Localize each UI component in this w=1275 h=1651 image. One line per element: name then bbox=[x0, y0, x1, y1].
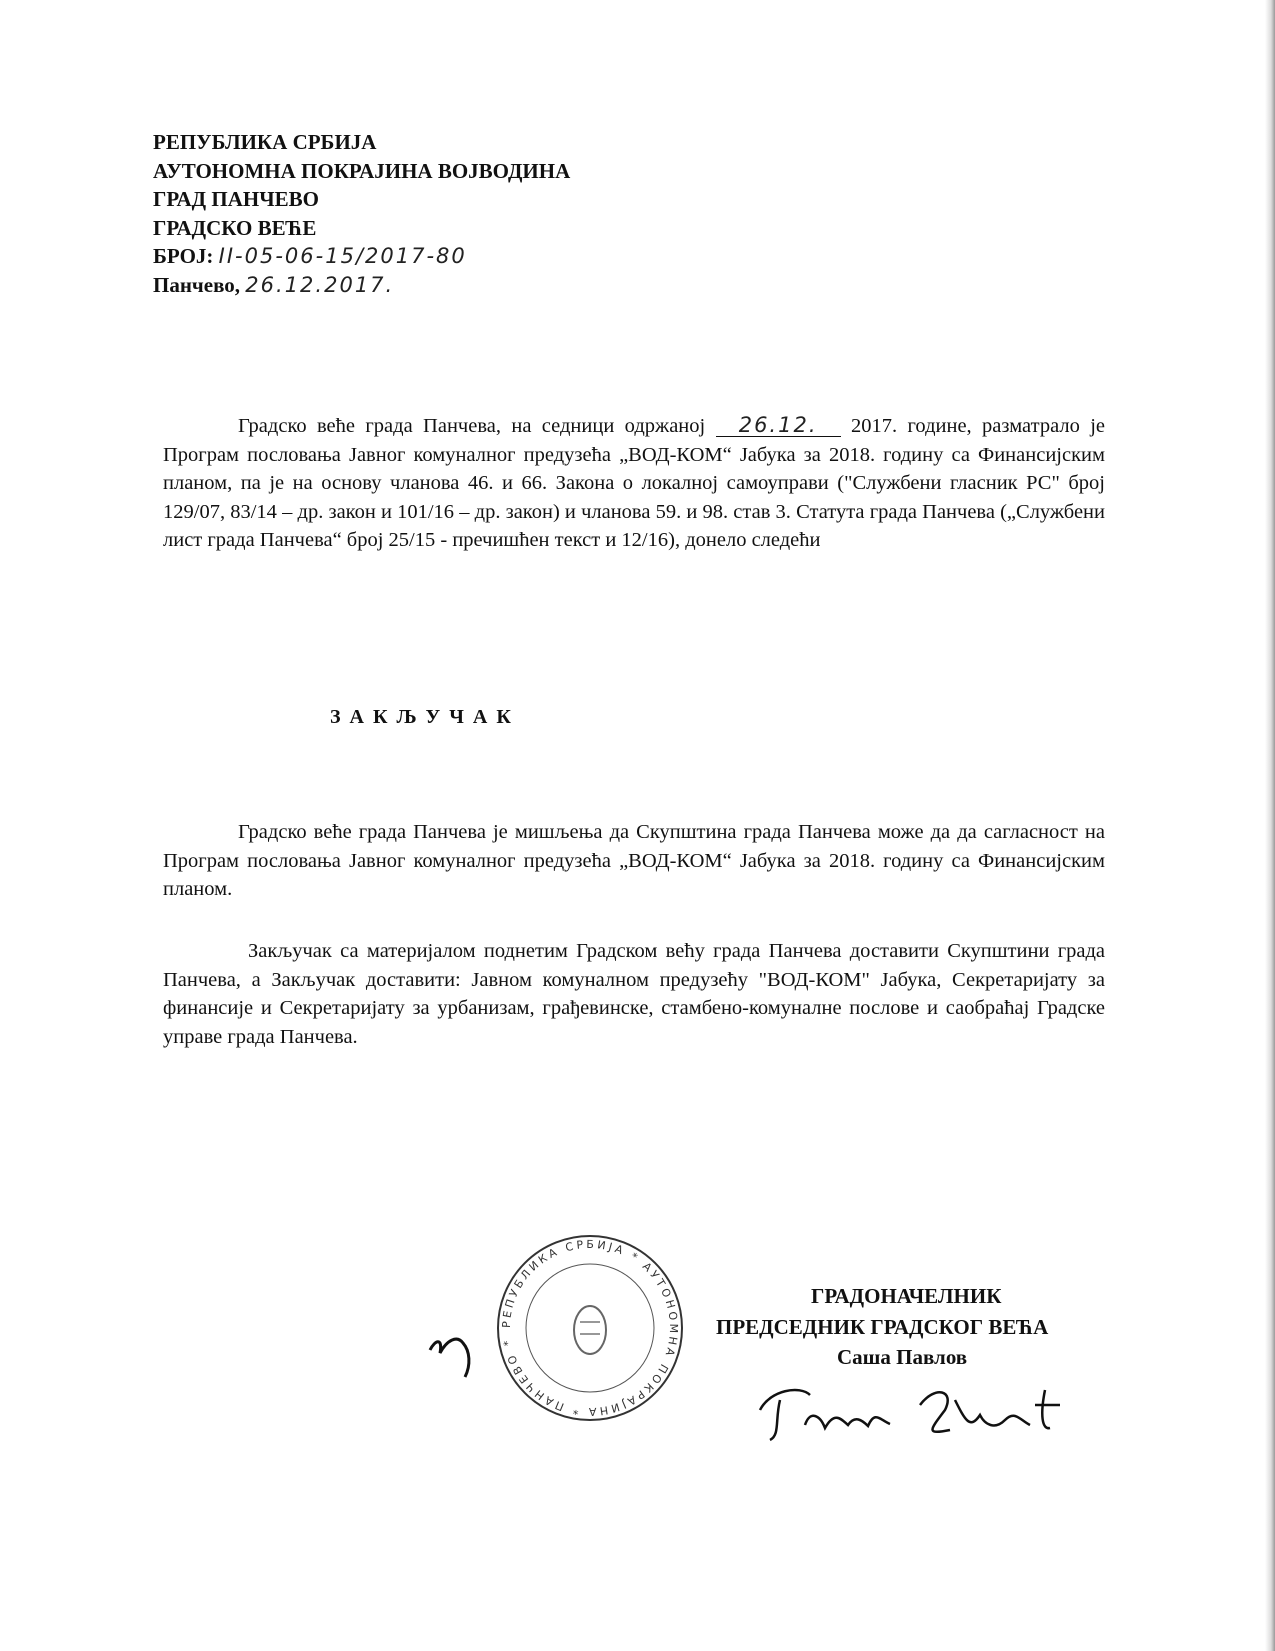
initials-scribble bbox=[425, 1325, 485, 1385]
intro-text-2: 2017. године, разматрало је Програм пословања Јавног комуналног предузећа „ВОД-КОМ“ Јабука за 2018. годину са Финансијским планом, па је на основу чланова 46. и 66. Закона о локалној самоуправи ("Службени гласник РС" број 129/07, 83/14 – др. закон и 101/16 – др. закон) и чланова 59. и 98. став 3. Статута града Панчева („Службени лист града Панчева“ број 25/15 - пречишћен текст и 12/16), донело следећи bbox=[163, 415, 1106, 551]
intro-paragraph bbox=[163, 412, 1105, 555]
session-date-handwritten: 26.12. bbox=[716, 414, 841, 437]
official-stamp bbox=[490, 1230, 690, 1430]
signature-name: Саша Павлов bbox=[837, 1345, 968, 1369]
handwritten-signature bbox=[750, 1380, 1090, 1450]
header-city: ГРАД ПАНЧЕВО bbox=[153, 187, 319, 211]
intro-text-1: Градско веће града Панчева, на седници одржаној bbox=[238, 415, 706, 437]
signature-title-mayor: ГРАДОНАЧЕЛНИК bbox=[811, 1284, 1002, 1308]
number-label: БРОЈ: bbox=[153, 244, 214, 268]
header-council: ГРАДСКО ВЕЋЕ bbox=[153, 215, 317, 240]
header-republic: РЕПУБЛИКА СРБИЈА bbox=[153, 130, 377, 154]
document-title: ЗАКЉУЧАК bbox=[330, 706, 520, 728]
date-handwritten: 26.12.2017. bbox=[245, 272, 395, 297]
signature-title-president: ПРЕДСЕДНИК ГРАДСКОГ ВЕЋА bbox=[716, 1315, 1049, 1339]
conclusion-text-1: Градско веће града Панчева је мишљења да Скупштина града Панчева може да да сагласност на Програм пословања Јавног комуналног предузећа „ВОД-КОМ“ Јабука за 2018. годину са Финансијским планом. bbox=[163, 821, 1105, 900]
header-number bbox=[153, 242, 570, 271]
conclusion-paragraph-2 bbox=[163, 937, 1105, 1051]
svg-text:РЕПУБЛИКА СРБИЈА * АУТОНОМНА П: РЕПУБЛИКА СРБИЈА * АУТОНОМНА ПОКРАЈИНА * ПАНЧЕВО * bbox=[499, 1237, 681, 1419]
conclusion-text-2: Закључак са материјалом поднетим Градском већу града Панчева доставити Скупштини града Панчева, а Закључак доставити: Јавном комуналном предузећу "ВОД-КОМ" Јабука, Секретаријату за финансије и Секретаријату за урбанизам, грађевинске, стамбено-комуналне послове и саобраћај Градске управе града Панчева. bbox=[163, 940, 1105, 1048]
conclusion-paragraph-1 bbox=[163, 818, 1105, 904]
scan-edge-shadow bbox=[1265, 0, 1275, 1651]
number-value-handwritten: II-05-06-15/2017-80 bbox=[218, 244, 467, 268]
place-label: Панчево, bbox=[153, 272, 241, 297]
header-province: АУТОНОМНА ПОКРАЈИНА ВОЈВОДИНА bbox=[153, 158, 571, 183]
header-place-date bbox=[153, 271, 570, 300]
document-header bbox=[153, 128, 570, 299]
